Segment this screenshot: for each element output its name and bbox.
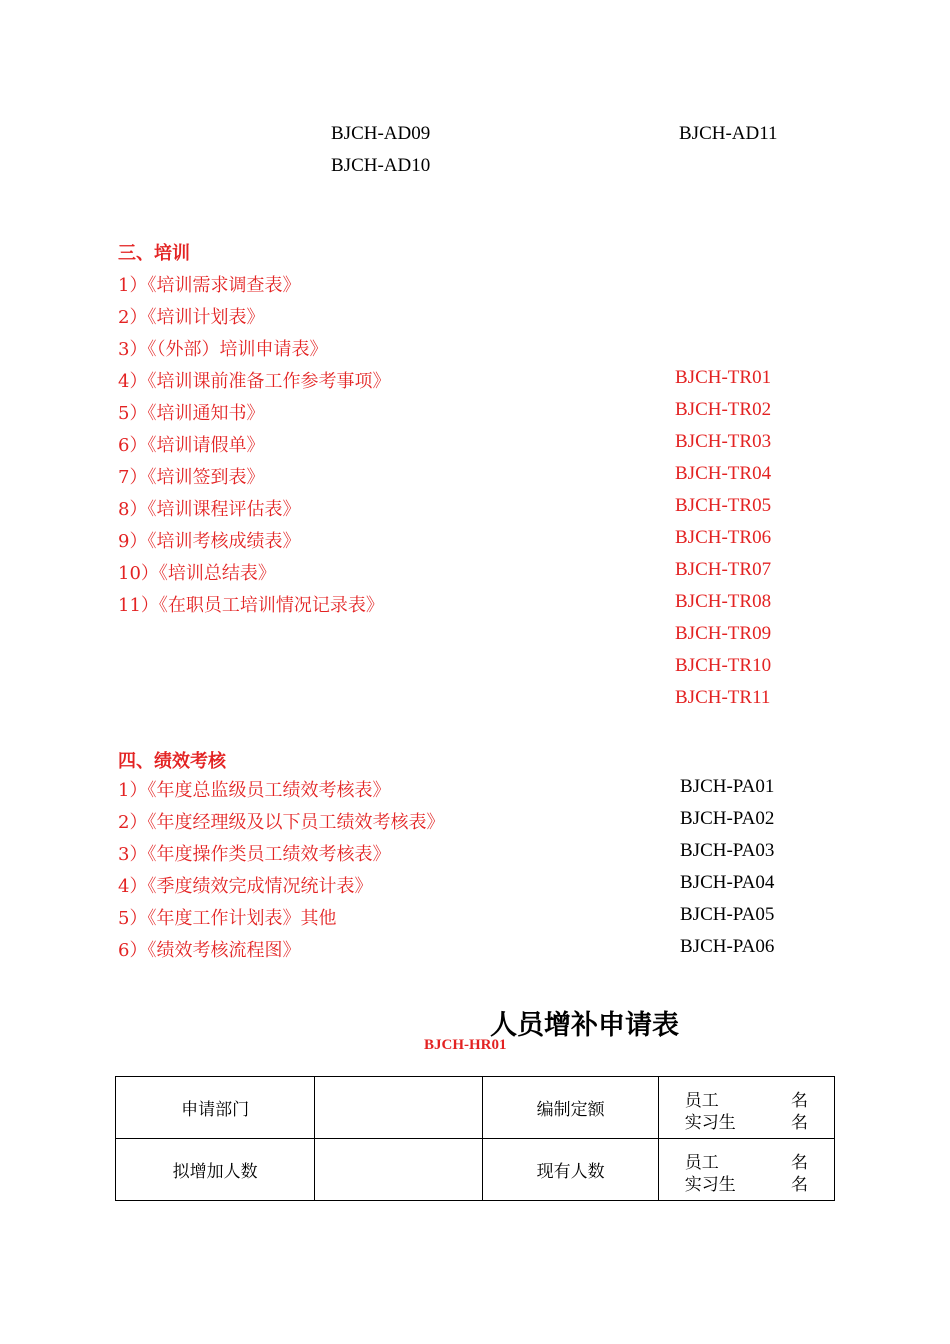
training-item: 5）《培训通知书》 bbox=[118, 403, 265, 424]
training-code: BJCH-TR11 bbox=[675, 687, 771, 708]
training-item: 9）《培训考核成绩表》 bbox=[118, 531, 301, 552]
table-row bbox=[116, 1077, 835, 1139]
dept-input[interactable] bbox=[315, 1077, 483, 1139]
table-row bbox=[116, 1139, 835, 1201]
dept-label: 申请部门 bbox=[116, 1077, 315, 1139]
current-count-input[interactable] bbox=[658, 1139, 834, 1201]
current-count-label: 现有人数 bbox=[483, 1139, 658, 1201]
training-code: BJCH-TR07 bbox=[675, 559, 772, 580]
unit-label: 名 bbox=[791, 1112, 808, 1133]
performance-item: 6）《绩效考核流程图》 bbox=[118, 940, 301, 961]
training-heading: 三、培训 bbox=[118, 243, 190, 264]
performance-code: BJCH-PA02 bbox=[680, 808, 775, 829]
training-item: 8）《培训课程评估表》 bbox=[118, 499, 301, 520]
training-item: 11）《在职员工培训情况记录表》 bbox=[118, 595, 384, 616]
performance-code: BJCH-PA04 bbox=[680, 872, 775, 893]
staff-request-table bbox=[115, 1076, 835, 1201]
training-item: 1）《培训需求调查表》 bbox=[118, 275, 301, 296]
performance-item: 4）《季度绩效完成情况统计表》 bbox=[118, 876, 373, 897]
code-ad09: BJCH-AD09 bbox=[331, 123, 431, 144]
employee-label: 员工 bbox=[684, 1090, 719, 1111]
training-code: BJCH-TR06 bbox=[675, 527, 772, 548]
quota-input[interactable] bbox=[658, 1077, 834, 1139]
performance-item: 5）《年度工作计划表》其他 bbox=[118, 908, 337, 929]
training-item: 2）《培训计划表》 bbox=[118, 307, 265, 328]
intern-label: 实习生 bbox=[684, 1112, 736, 1133]
performance-item: 2）《年度经理级及以下员工绩效考核表》 bbox=[118, 812, 445, 833]
employee-label: 员工 bbox=[684, 1152, 719, 1173]
training-item: 10）《培训总结表》 bbox=[118, 563, 276, 584]
training-item: 3）《（外部）培训申请表》 bbox=[118, 339, 328, 360]
training-code: BJCH-TR08 bbox=[675, 591, 772, 612]
add-count-input[interactable] bbox=[315, 1139, 483, 1201]
unit-label: 名 bbox=[791, 1152, 808, 1173]
training-code: BJCH-TR04 bbox=[675, 463, 772, 484]
training-code: BJCH-TR01 bbox=[675, 367, 772, 388]
training-code: BJCH-TR09 bbox=[675, 623, 772, 644]
training-item: 7）《培训签到表》 bbox=[118, 467, 265, 488]
training-code: BJCH-TR10 bbox=[675, 655, 772, 676]
training-code: BJCH-TR02 bbox=[675, 399, 772, 420]
performance-code: BJCH-PA03 bbox=[680, 840, 775, 861]
form-code: BJCH-HR01 bbox=[424, 1037, 507, 1053]
quota-label: 编制定额 bbox=[483, 1077, 658, 1139]
add-count-label: 拟增加人数 bbox=[116, 1139, 315, 1201]
performance-code: BJCH-PA05 bbox=[680, 904, 775, 925]
performance-heading: 四、绩效考核 bbox=[118, 751, 226, 772]
performance-code: BJCH-PA06 bbox=[680, 936, 775, 957]
training-item: 4）《培训课前准备工作参考事项》 bbox=[118, 371, 391, 392]
training-item: 6）《培训请假单》 bbox=[118, 435, 265, 456]
form-title: 人员增补申请表 bbox=[490, 1010, 679, 1041]
training-code: BJCH-TR03 bbox=[675, 431, 772, 452]
code-ad10: BJCH-AD10 bbox=[331, 155, 431, 176]
performance-item: 3）《年度操作类员工绩效考核表》 bbox=[118, 844, 391, 865]
performance-item: 1）《年度总监级员工绩效考核表》 bbox=[118, 780, 391, 801]
unit-label: 名 bbox=[791, 1090, 808, 1111]
intern-label: 实习生 bbox=[684, 1174, 736, 1195]
code-ad11: BJCH-AD11 bbox=[679, 123, 778, 144]
unit-label: 名 bbox=[791, 1174, 808, 1195]
performance-code: BJCH-PA01 bbox=[680, 776, 775, 797]
training-code: BJCH-TR05 bbox=[675, 495, 772, 516]
